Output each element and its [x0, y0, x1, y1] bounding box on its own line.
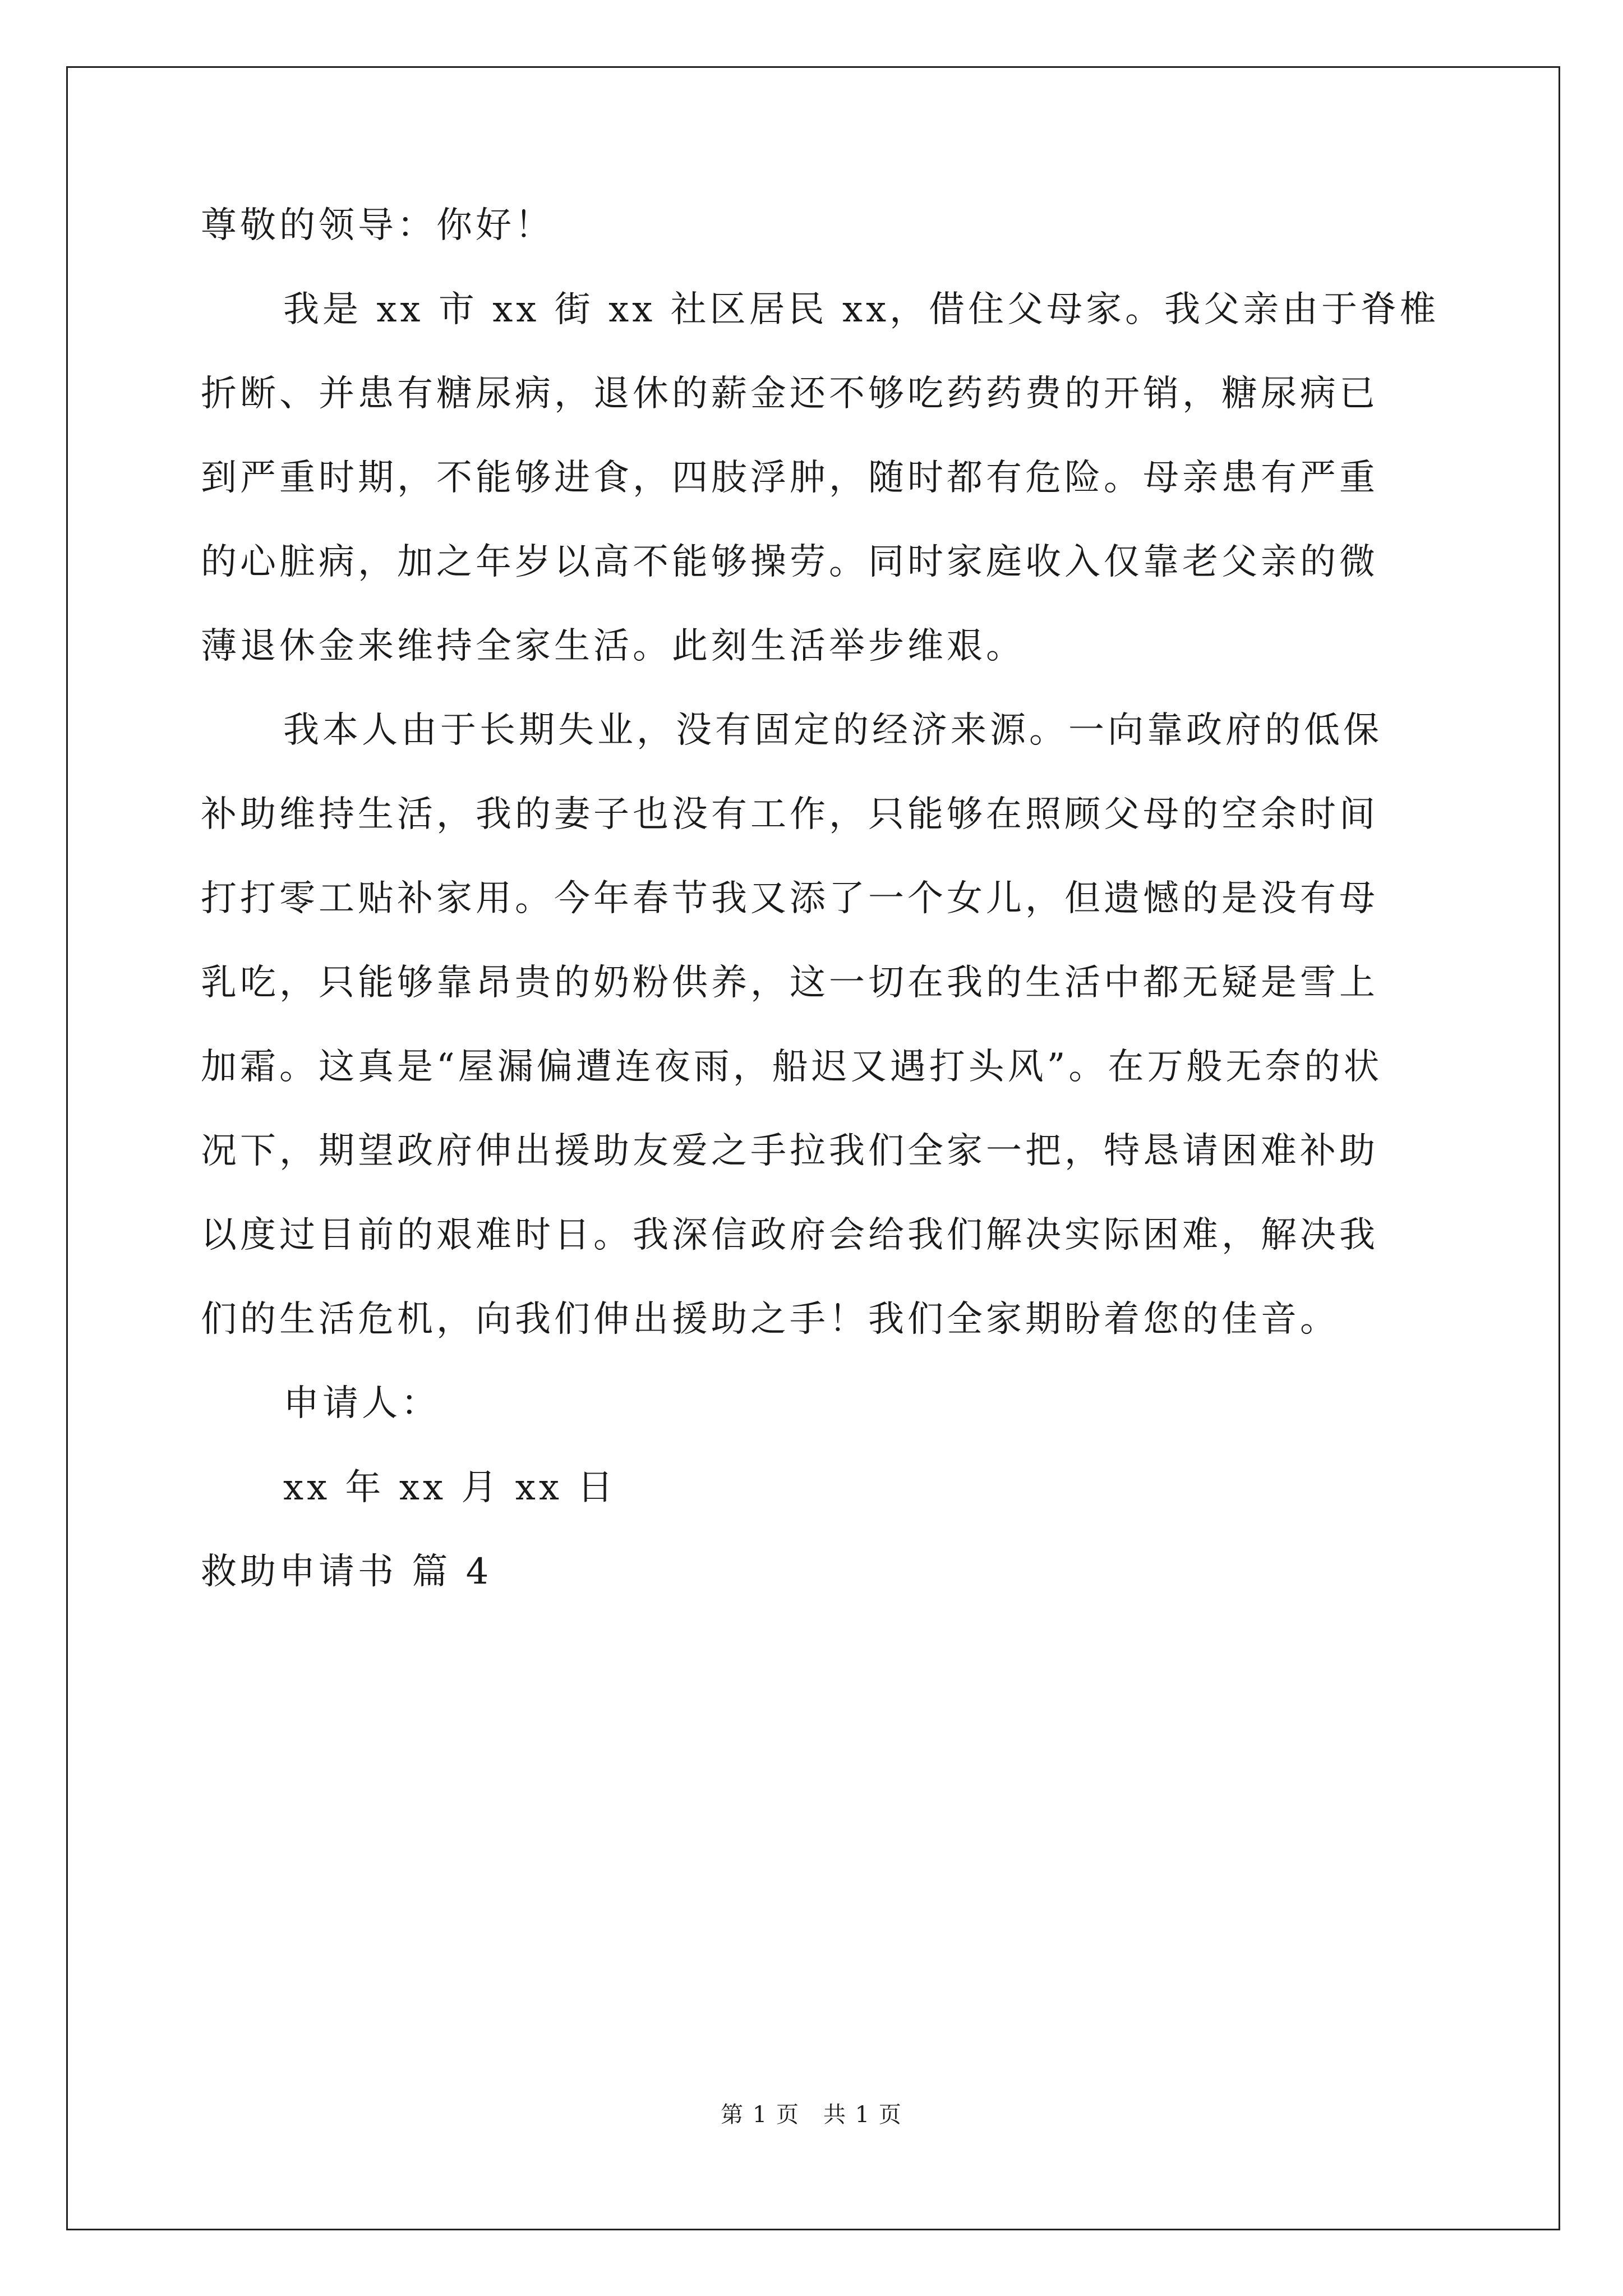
paragraph-line: 乳吃，只能够靠昂贵的奶粉供养，这一切在我的生活中都无疑是雪上	[201, 962, 1378, 1004]
section-heading: 救助申请书 篇 4	[201, 1551, 492, 1593]
paragraph-line: 到严重时期，不能够进食，四肢浮肿，随时都有危险。母亲患有严重	[201, 457, 1378, 499]
paragraph-line: 打打零工贴补家用。今年春节我又添了一个女儿，但遗憾的是没有母	[201, 878, 1378, 919]
applicant-label: 申请人：	[283, 1383, 440, 1424]
paragraph-line: 我本人由于长期失业，没有固定的经济来源。一向靠政府的低保	[283, 710, 1382, 751]
paragraph-line: 况下，期望政府伸出援助友爱之手拉我们全家一把，特恳请困难补助	[201, 1130, 1378, 1172]
date-line: xx 年 xx 月 xx 日	[283, 1467, 617, 1508]
paragraph-line: 们的生活危机，向我们伸出援助之手！我们全家期盼着您的佳音。	[201, 1299, 1339, 1340]
paragraph-line: 折断、并患有糖尿病，退休的薪金还不够吃药药费的开销，糖尿病已	[201, 373, 1378, 415]
paragraph-line: 我是 xx 市 xx 街 xx 社区居民 xx，借住父母家。我父亲由于脊椎	[283, 289, 1440, 330]
greeting: 尊敬的领导：你好！	[201, 205, 554, 246]
paragraph-line: 补助维持生活，我的妻子也没有工作，只能够在照顾父母的空余时间	[201, 794, 1378, 835]
paragraph-line: 以度过目前的艰难时日。我深信政府会给我们解决实际困难，解决我	[201, 1214, 1378, 1256]
paragraph-line: 加霜。这真是“屋漏偏遭连夜雨，船迟又遇打头风”。在万般无奈的状	[201, 1046, 1383, 1088]
page-footer: 第 1 页 共 1 页	[721, 2102, 902, 2128]
paragraph-line: 薄退休金来维持全家生活。此刻生活举步维艰。	[201, 625, 1025, 667]
paragraph-line: 的心脏病，加之年岁以高不能够操劳。同时家庭收入仅靠老父亲的微	[201, 541, 1378, 583]
